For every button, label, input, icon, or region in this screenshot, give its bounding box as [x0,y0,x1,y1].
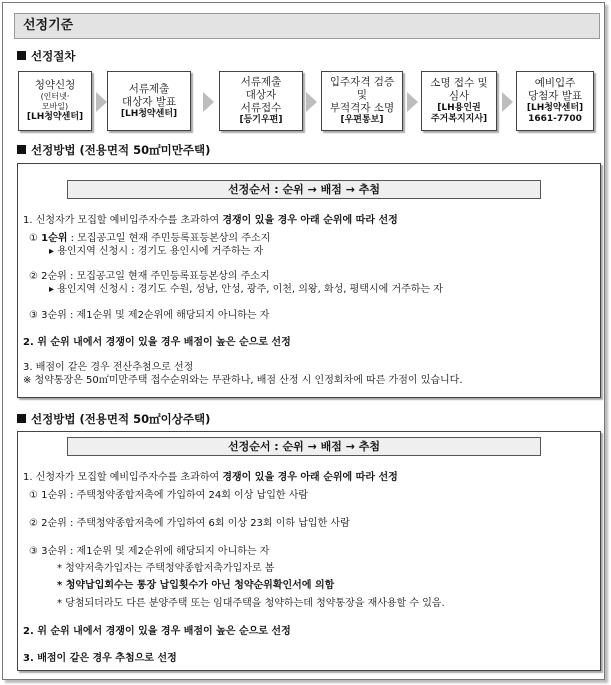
step-lines-text: 서류접수 [240,102,282,114]
step-lines-text: 예비입주 [534,77,576,89]
step-lines-text: 서류제출 [128,82,170,95]
rule-3: 3. 배점이 같은 경우 전산추첨으로 선정 [23,362,194,373]
rule-1-bold: 경쟁이 있을 경우 아래 순위에 따라 선정 [222,215,398,226]
step-lines-text: 소명 접수 및 [430,77,488,89]
step-lines-text: 입주자격 검증 [329,76,395,88]
rank-1-label: 1순위 [41,233,68,244]
procedure-step-3 [219,71,303,131]
step-lines-text: 대상자 발표 [121,95,177,108]
rank-1-text: : 모집공고일 현재 주민등록표등본상의 주소지 [67,233,271,244]
rank-2-detail: ▸ 용인지역 신청시 : 경기도 수원, 성남, 안성, 광주, 이천, 의왕, 화성, 평택시에 거주하는 자 [49,284,443,295]
rank-1-detail: ▸ 용인지역 신청시 : 경기도 용인시에 거주하는 자 [49,246,264,257]
step-lines-text: 서류제출 [240,76,282,88]
rank-2: ② 2순위 : 주택청약종합저축에 가입하여 6회 이상 23회 이하 납입한 사람 [29,518,350,529]
step-bold-text: [LH청약센터] [120,108,178,119]
method-small-box [17,163,601,398]
method-large-heading-text: 선정방법 (전용면적 50㎡이상주택) [31,412,211,426]
procedure-heading [17,49,75,63]
step-bold-text: [LH용인권 [437,103,481,113]
note-1: * 청약저축가입자는 주택청약종합저축가입자로 봄 [57,563,275,574]
arrow-right-icon [407,92,418,112]
rank-2: ② 2순위 : 모집공고일 현재 주민등록표등본상의 주소지 [29,271,270,282]
arrow-right-icon [306,92,317,112]
step-small-text: (인터넷· [40,92,70,101]
step-bold-text: 주거복지지사] [430,114,488,124]
arrow-right-icon [203,92,214,112]
rule-1-bold: 경쟁이 있을 경우 아래 순위에 따라 선정 [222,472,398,483]
procedure-step-2 [107,71,191,131]
step-lines-text: 청약신청 [34,79,76,91]
rule-2: 2. 위 순위 내에서 경쟁이 있을 경우 배점이 높은 순으로 선정 [23,337,291,348]
rule-1 [23,471,398,484]
document-frame [2,2,605,680]
note-2: * 청약납입회수는 통장 납입횟수가 아닌 청약순위확인서에 의함 [57,580,335,591]
rule-2: 2. 위 순위 내에서 경쟁이 있을 경우 배점이 높은 순으로 선정 [23,626,291,637]
step-bold-text: [LH청약센터] [26,112,84,122]
rank-1: ① 1순위 : 주택청약종합저축에 가입하여 24회 이상 납입한 사람 [29,490,309,501]
step-lines-text: 당첨자 발표 [527,90,583,102]
step-bold-text: 1661-7700 [528,114,582,124]
rule-1-text: 1. 신청자가 모집할 예비입주자수를 초과하여 [23,215,223,226]
note-3: * 당첨되더라도 다른 분양주택 또는 임대주택을 청약하는데 청약통장을 재사용할 수 있음. [57,598,445,609]
step-lines-text: 대상자 [245,89,277,101]
order-bar: 선정순서 : 순위 → 배점 → 추첨 [67,437,541,456]
step-lines-text: 부적격자 소명 [329,102,395,114]
arrow-right-icon [96,92,107,112]
rule-1-text: 1. 신청자가 모집할 예비입주자수를 초과하여 [23,472,223,483]
method-small-heading [17,143,210,157]
order-bar: 선정순서 : 순위 → 배점 → 추첨 [67,180,541,199]
step-bold-text: [우편통보] [340,115,384,125]
method-large-box [17,431,601,671]
rule-1 [23,214,398,227]
procedure-step-5 [421,71,497,131]
square-bullet-icon [17,414,26,423]
square-bullet-icon [17,51,26,60]
note: ※ 청약통장은 50㎡미만주택 접수순위와는 무관하나, 배점 산정 시 인정회차에 따른 가점이 있습니다. [23,375,463,386]
step-lines-text: 심사 [448,90,470,102]
page-title: 선정기준 [14,13,600,39]
step-lines-text: 및 [356,89,368,101]
procedure-step-4 [321,71,403,131]
procedure-heading-text: 선정절차 [31,49,76,63]
rank-1 [29,232,270,245]
rank-3: ③ 3순위 : 제1순위 및 제2순위에 해당되지 아니하는 자 [29,310,270,321]
method-small-heading-text: 선정방법 (전용면적 50㎡미만주택) [31,143,211,157]
step-bold-text: [LH청약센터] [526,103,584,113]
rule-3: 3. 배점이 같은 경우 추첨으로 선정 [23,653,177,664]
rank-3: ③ 3순위 : 제1순위 및 제2순위에 해당되지 아니하는 자 [29,546,270,557]
method-large-heading [17,412,210,426]
arrow-right-icon [502,92,513,112]
procedure-step-6 [516,71,594,131]
step-bold-text: [등기우편] [239,115,283,125]
square-bullet-icon [17,145,26,154]
step-small-text: 모바일) [41,102,69,111]
procedure-step-1 [18,71,92,131]
rank-1-num: ① [29,233,42,244]
